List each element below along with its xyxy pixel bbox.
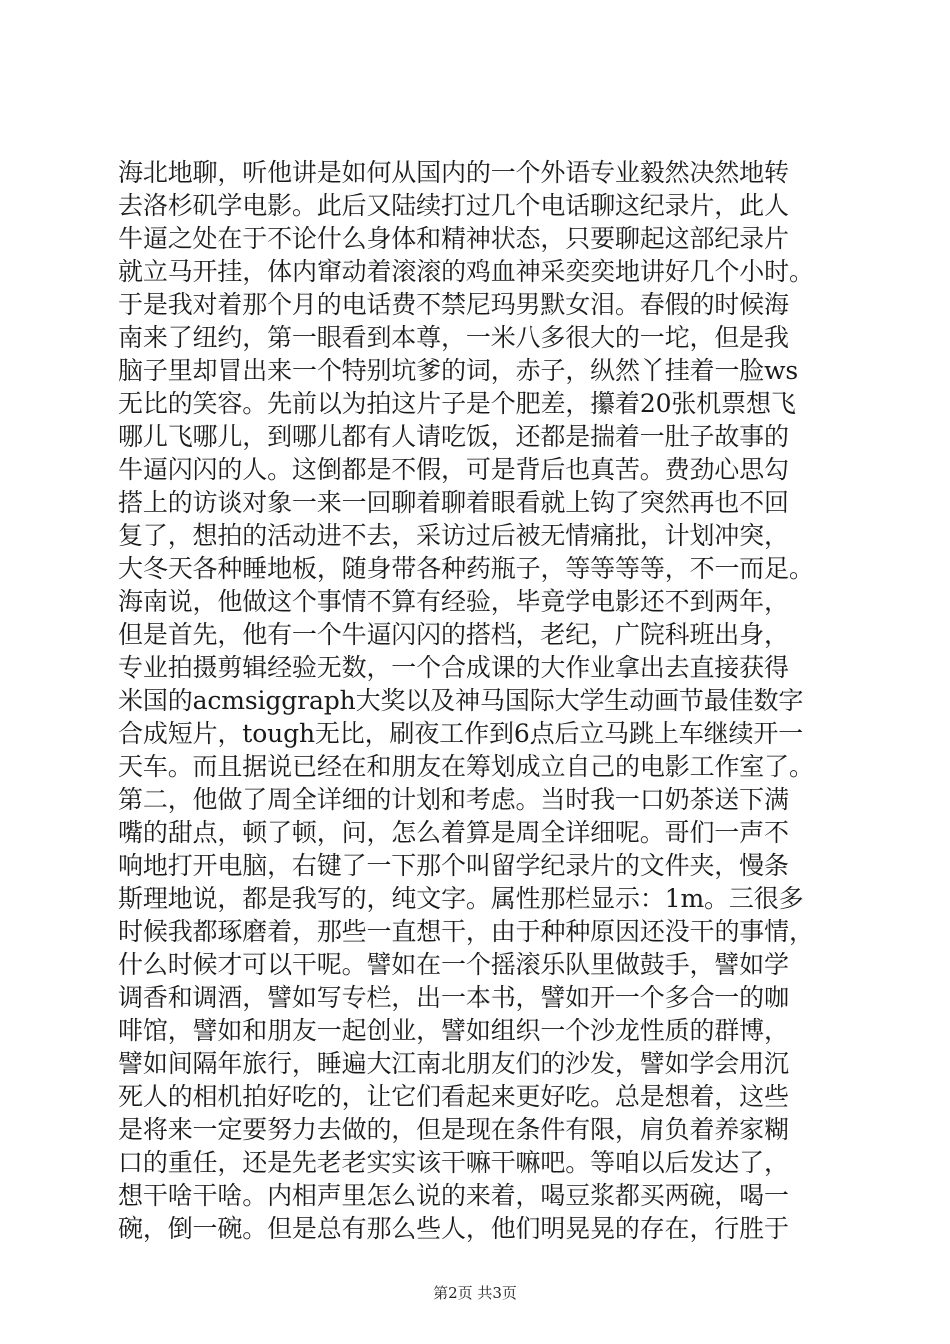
text-line: 搭上的访谈对象一来一回聊着聊着眼看就上钩了突然再也不回 — [118, 488, 789, 517]
text-line: 海南说，他做这个事情不算有经验，毕竟学电影还不到两年， — [118, 587, 789, 616]
text-line: 无比的笑容。先前以为拍这片子是个肥差，攥着20张机票想飞 — [118, 389, 796, 418]
text-line: 专业拍摄剪辑经验无数，一个合成课的大作业拿出去直接获得 — [118, 653, 789, 682]
text-line: 合成短片，tough无比，刷夜工作到6点后立马跳上车继续开一 — [118, 719, 804, 748]
text-line: 天车。而且据说已经在和朋友在筹划成立自己的电影工作室了。 — [118, 752, 814, 781]
text-line: 就立马开挂，体内窜动着滚滚的鸡血神采奕奕地讲好几个小时。 — [118, 257, 814, 286]
body-text — [118, 156, 838, 1245]
text-line: 牛逼之处在于不论什么身体和精神状态，只要聊起这部纪录片 — [118, 224, 789, 253]
text-line: 于是我对着那个月的电话费不禁尼玛男默女泪。春假的时候海 — [118, 290, 789, 319]
page-footer: 第2页 共3页 — [433, 1284, 517, 1302]
text-line: 口的重任，还是先老老实实该干嘛干嘛吧。等咱以后发达了， — [118, 1148, 789, 1177]
text-line: 大冬天各种睡地板，随身带各种药瓶子，等等等等，不一而足。 — [118, 554, 814, 583]
text-line: 是将来一定要努力去做的，但是现在条件有限，肩负着养家糊 — [118, 1115, 789, 1144]
text-line: 想干啥干啥。内相声里怎么说的来着，喝豆浆都买两碗，喝一 — [118, 1181, 789, 1210]
text-line: 复了，想拍的活动进不去，采访过后被无情痛批，计划冲突， — [118, 521, 789, 550]
text-line: 死人的相机拍好吃的，让它们看起来更好吃。总是想着，这些 — [118, 1082, 789, 1111]
text-line: 响地打开电脑，右键了一下那个叫留学纪录片的文件夹，慢条 — [118, 851, 789, 880]
text-line: 脑子里却冒出来一个特别坑爹的词，赤子，纵然丫挂着一脸ws — [118, 356, 799, 385]
text-line: 譬如间隔年旅行，睡遍大江南北朋友们的沙发，譬如学会用沉 — [118, 1049, 789, 1078]
text-line: 去洛杉矶学电影。此后又陆续打过几个电话聊这纪录片，此人 — [118, 191, 789, 220]
text-line: 南来了纽约，第一眼看到本尊，一米八多很大的一坨，但是我 — [118, 323, 789, 352]
text-line: 第二，他做了周全详细的计划和考虑。当时我一口奶茶送下满 — [118, 785, 789, 814]
text-line: 哪儿飞哪儿，到哪儿都有人请吃饭，还都是揣着一肚子故事的 — [118, 422, 789, 451]
text-line: 碗，倒一碗。但是总有那么些人，他们明晃晃的存在，行胜于 — [118, 1214, 789, 1243]
text-line: 什么时候才可以干呢。譬如在一个摇滚乐队里做鼓手，譬如学 — [118, 950, 789, 979]
text-line: 海北地聊，听他讲是如何从国内的一个外语专业毅然决然地转 — [118, 158, 789, 187]
text-line: 但是首先，他有一个牛逼闪闪的搭档，老纪，广院科班出身， — [118, 620, 789, 649]
text-line: 牛逼闪闪的人。这倒都是不假，可是背后也真苦。费劲心思勾 — [118, 455, 789, 484]
text-line: 斯理地说，都是我写的，纯文字。属性那栏显示：1m。三很多 — [118, 884, 804, 913]
text-line: 米国的acmsiggraph大奖以及神马国际大学生动画节最佳数字 — [118, 686, 804, 715]
text-line: 嘴的甜点，顿了顿，问，怎么着算是周全详细呢。哥们一声不 — [118, 818, 789, 847]
text-line: 调香和调酒，譬如写专栏，出一本书，譬如开一个多合一的咖 — [118, 983, 789, 1012]
text-line: 啡馆，譬如和朋友一起创业，譬如组织一个沙龙性质的群博， — [118, 1016, 789, 1045]
text-line: 时候我都琢磨着，那些一直想干，由于种种原因还没干的事情， — [118, 917, 814, 946]
